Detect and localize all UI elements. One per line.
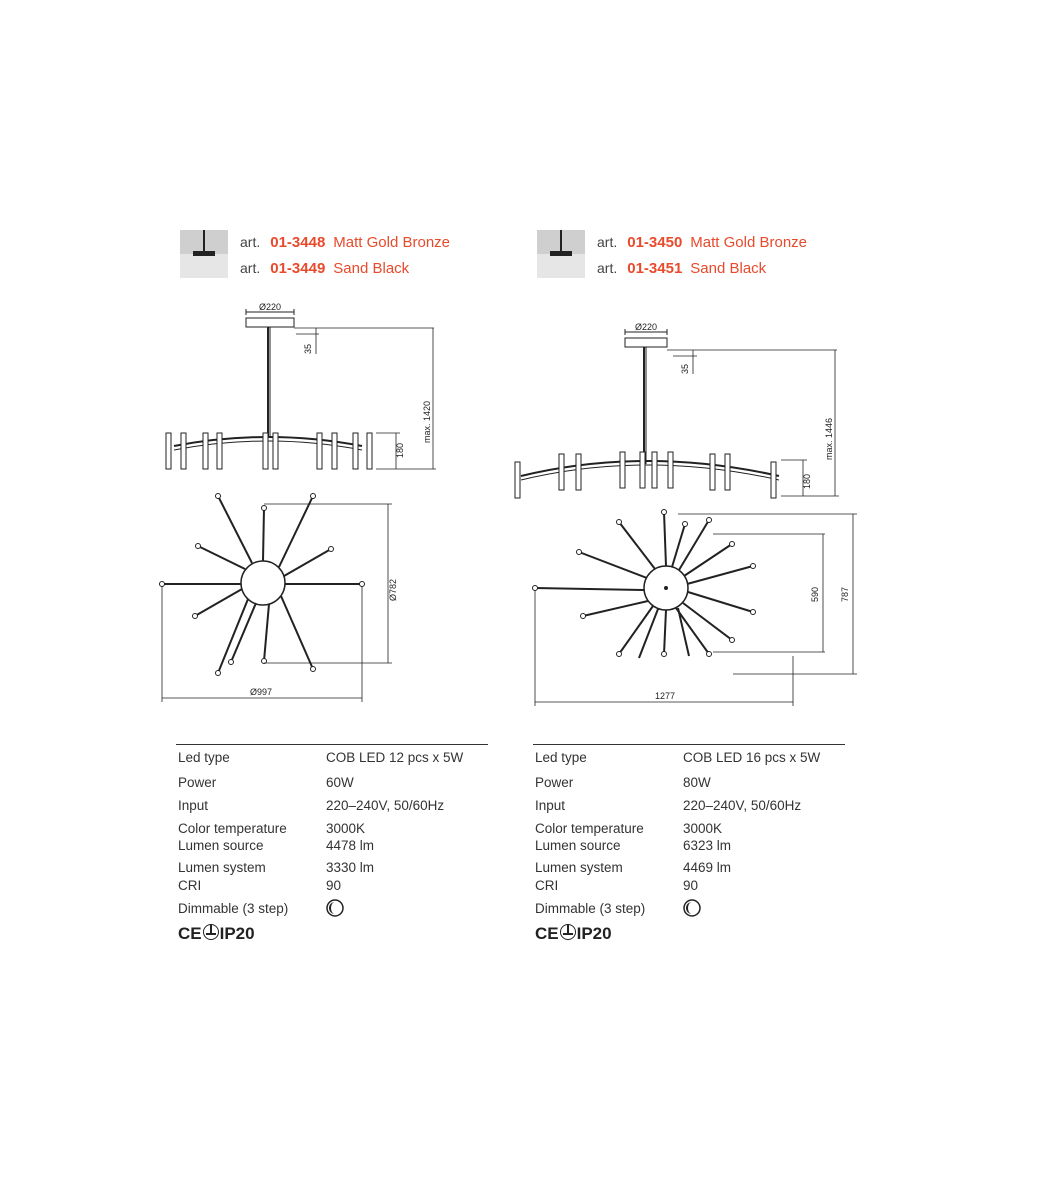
spec-value: 4478 lm [326,838,375,853]
article-line [597,230,807,254]
spec-row [178,900,488,918]
article-line [597,256,766,280]
article-code: 01-3450 [627,234,683,251]
dim-canopy-height: 35 [303,343,313,354]
article-code: 01-3449 [270,260,326,277]
certification-marks [178,923,256,945]
plan-drawing [156,486,516,716]
dim-plan-width: 1277 [655,691,676,701]
article-code: 01-3448 [270,234,326,251]
article-code: 01-3451 [627,260,683,277]
dim-plan-diameter-1: Ø782 [388,578,398,601]
spec-value: 60W [326,775,354,790]
article-label: art. [597,234,618,250]
spec-label: Lumen system [535,860,623,875]
ce-mark: CE [178,924,202,943]
spec-row [535,877,845,895]
spec-row [535,749,845,767]
product-header [176,228,506,278]
article-line [240,256,409,280]
plan-drawing [513,506,873,716]
spec-row [178,837,488,855]
spec-label: Lumen source [535,838,621,853]
dim-total-height: max. 1446 [824,417,834,460]
spec-value: 6323 lm [683,838,732,853]
spec-value: 90 [326,878,342,893]
article-finish: Matt Gold Bronze [333,234,451,251]
article-finish: Matt Gold Bronze [690,234,808,251]
article-finish: Sand Black [333,260,410,277]
spec-row [178,859,488,877]
dim-arm-height: 180 [802,473,812,489]
spec-value: 3330 lm [326,860,375,875]
spec-label: Input [178,798,209,813]
elevation-drawing [156,298,516,478]
dim-canopy-height: 35 [680,363,690,374]
spec-value: COB LED 16 pcs x 5W [683,750,821,765]
elevation-drawing [513,314,873,504]
spec-label: Dimmable (3 step) [178,901,289,916]
spec-row [178,774,488,792]
spec-table [533,744,845,943]
article-label: art. [597,260,618,276]
spec-label: Power [178,775,217,790]
spec-value: 3000K [683,821,723,836]
ip-rating: IP20 [219,924,255,943]
spec-label: CRI [535,878,559,893]
spec-row [535,797,845,815]
ip-rating: IP20 [576,924,612,943]
spec-label: Color temperature [535,821,644,836]
spec-row [178,749,488,767]
class-ground-icon [560,924,576,940]
spec-value: 220–240V, 50/60Hz [683,798,802,813]
spec-row [178,797,488,815]
spec-row [178,820,488,838]
dimmable-icon [326,899,344,917]
spec-label: CRI [178,878,202,893]
spec-label: Lumen system [178,860,266,875]
dim-arm-height: 180 [395,442,405,458]
spec-label: Power [535,775,574,790]
spec-row [535,859,845,877]
spec-table [176,744,488,943]
spec-value: 3000K [326,821,366,836]
dim-total-height: max. 1420 [422,400,432,443]
spec-value: 90 [683,878,699,893]
spec-row [535,774,845,792]
spec-value: 220–240V, 50/60Hz [326,798,445,813]
spec-label: Led type [535,750,587,765]
spec-value: 80W [683,775,711,790]
class-ground-icon [203,924,219,940]
dim-canopy: Ø220 [259,302,282,312]
spec-label: Dimmable (3 step) [535,901,646,916]
dim-canopy: Ø220 [635,322,658,332]
spec-row [535,837,845,855]
spec-row [178,877,488,895]
article-label: art. [240,260,261,276]
spec-label: Color temperature [178,821,287,836]
dim-plan-depth-1: 590 [810,586,820,602]
spec-value: 4469 lm [683,860,732,875]
spec-row [535,820,845,838]
article-label: art. [240,234,261,250]
certification-marks [535,923,613,945]
dim-plan-depth-2: 787 [840,586,850,602]
article-finish: Sand Black [690,260,767,277]
pendant-thumbnail-icon [537,230,585,278]
pendant-thumbnail-icon [180,230,228,278]
dimmable-icon [683,899,701,917]
spec-label: Input [535,798,566,813]
dim-plan-diameter-2: Ø997 [250,687,273,697]
product-header [533,228,863,278]
spec-row [535,900,845,918]
spec-value: COB LED 12 pcs x 5W [326,750,464,765]
ce-mark: CE [535,924,559,943]
article-line [240,230,450,254]
spec-label: Led type [178,750,230,765]
spec-label: Lumen source [178,838,264,853]
